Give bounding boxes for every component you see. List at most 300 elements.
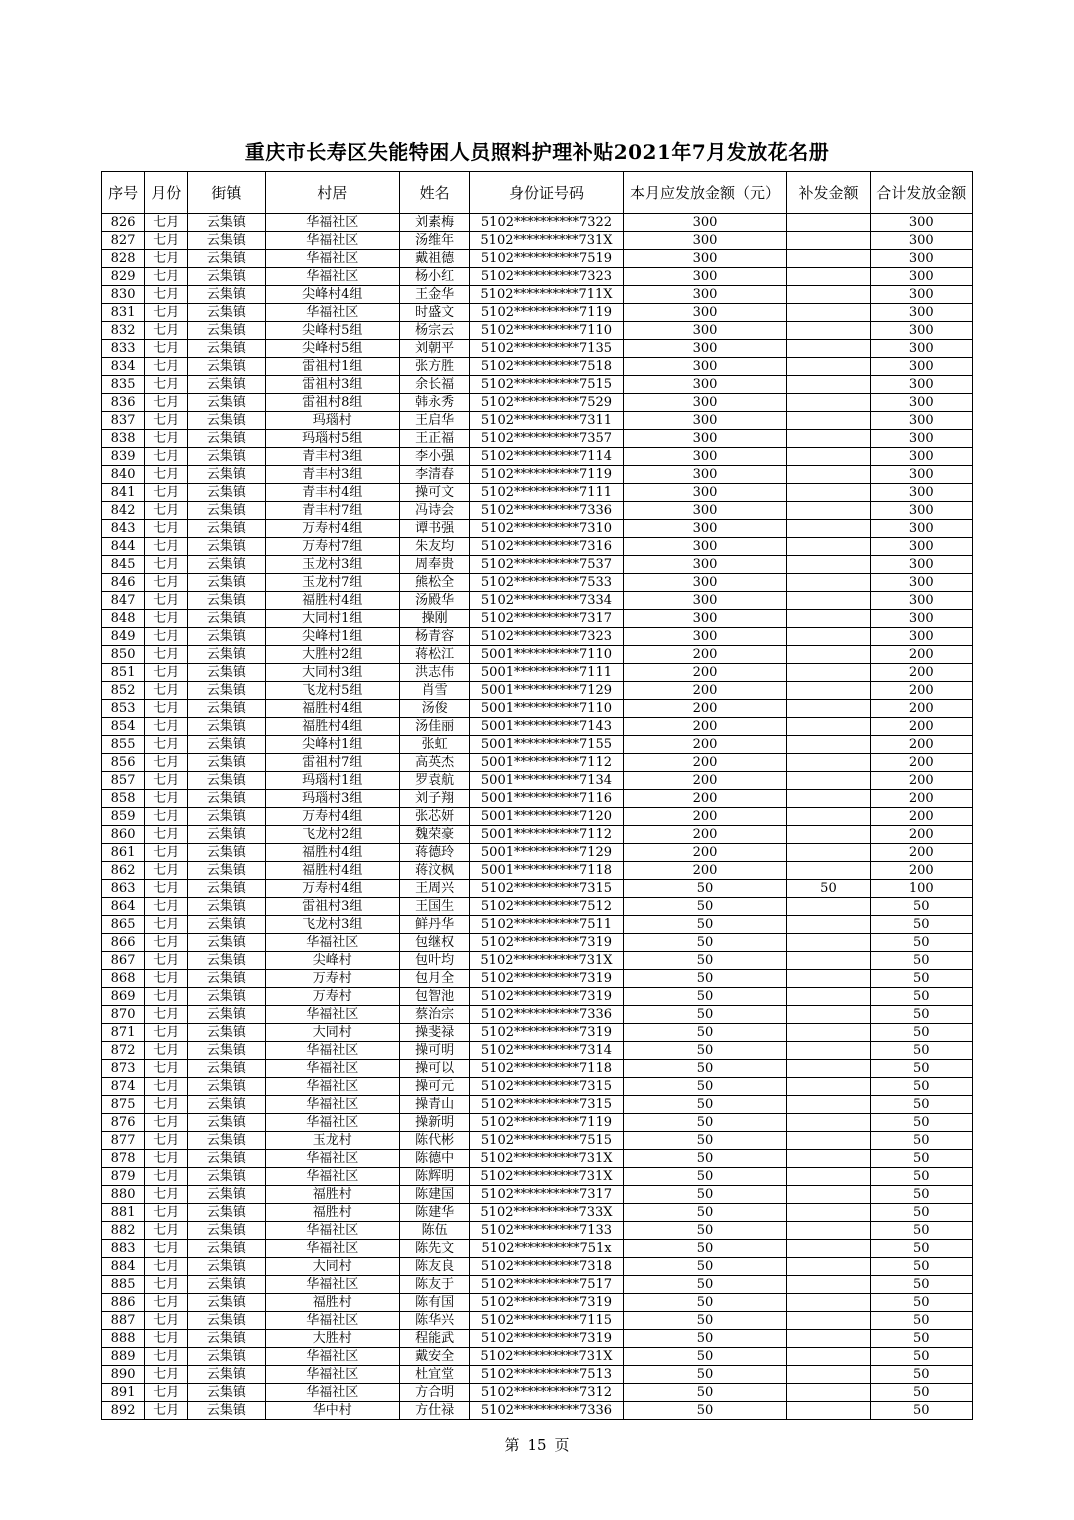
col-header-town: 街镇 [188, 172, 265, 214]
table-row [102, 790, 973, 808]
cell-back-pay [787, 376, 870, 394]
cell-back-pay [787, 1150, 870, 1168]
table-row [102, 628, 973, 646]
cell-town: 云集镇 [188, 484, 265, 502]
cell-index: 851 [102, 664, 145, 682]
cell-town: 云集镇 [188, 682, 265, 700]
cell-name: 蒋汶枫 [400, 862, 470, 880]
cell-month: 七月 [145, 988, 188, 1006]
cell-monthly-amount: 300 [623, 214, 787, 232]
cell-town: 云集镇 [188, 1186, 265, 1204]
cell-id-number: 5102**********7323 [470, 628, 624, 646]
cell-town: 云集镇 [188, 1294, 265, 1312]
cell-back-pay [787, 646, 870, 664]
cell-total-amount: 300 [870, 394, 972, 412]
cell-village: 华福社区 [265, 250, 399, 268]
cell-id-number: 5001**********7129 [470, 682, 624, 700]
cell-month: 七月 [145, 628, 188, 646]
cell-month: 七月 [145, 916, 188, 934]
cell-name: 蒋松江 [400, 646, 470, 664]
cell-month: 七月 [145, 610, 188, 628]
cell-monthly-amount: 200 [623, 862, 787, 880]
col-header-index: 序号 [102, 172, 145, 214]
cell-village: 福胜村 [265, 1294, 399, 1312]
cell-index: 870 [102, 1006, 145, 1024]
cell-index: 882 [102, 1222, 145, 1240]
cell-month: 七月 [145, 1330, 188, 1348]
col-header-monthly-amount: 本月应发放金额（元） [623, 172, 787, 214]
table-row [102, 1348, 973, 1366]
cell-id-number: 5102**********7517 [470, 1276, 624, 1294]
cell-village: 福胜村4组 [265, 700, 399, 718]
cell-town: 云集镇 [188, 1222, 265, 1240]
cell-back-pay [787, 1024, 870, 1042]
cell-town: 云集镇 [188, 1024, 265, 1042]
table-row [102, 1384, 973, 1402]
cell-village: 大同村3组 [265, 664, 399, 682]
cell-village: 华福社区 [265, 268, 399, 286]
cell-total-amount: 50 [870, 1114, 972, 1132]
cell-month: 七月 [145, 1042, 188, 1060]
cell-month: 七月 [145, 664, 188, 682]
cell-index: 877 [102, 1132, 145, 1150]
cell-back-pay [787, 430, 870, 448]
table-row [102, 574, 973, 592]
cell-monthly-amount: 50 [623, 1366, 787, 1384]
cell-index: 855 [102, 736, 145, 754]
cell-monthly-amount: 300 [623, 394, 787, 412]
cell-town: 云集镇 [188, 1006, 265, 1024]
cell-monthly-amount: 200 [623, 790, 787, 808]
cell-town: 云集镇 [188, 916, 265, 934]
cell-id-number: 5102**********7119 [470, 466, 624, 484]
cell-name: 汤维年 [400, 232, 470, 250]
header-row [102, 172, 973, 214]
cell-id-number: 5102**********7537 [470, 556, 624, 574]
cell-id-number: 5001**********7120 [470, 808, 624, 826]
cell-month: 七月 [145, 304, 188, 322]
cell-town: 云集镇 [188, 952, 265, 970]
cell-monthly-amount: 50 [623, 1204, 787, 1222]
cell-id-number: 5102**********7316 [470, 538, 624, 556]
table-row [102, 808, 973, 826]
cell-name: 余长福 [400, 376, 470, 394]
cell-name: 方合明 [400, 1384, 470, 1402]
cell-index: 850 [102, 646, 145, 664]
cell-town: 云集镇 [188, 592, 265, 610]
cell-id-number: 5001**********7155 [470, 736, 624, 754]
table-row [102, 502, 973, 520]
col-header-total-amount: 合计发放金额 [870, 172, 972, 214]
cell-monthly-amount: 50 [623, 1060, 787, 1078]
table-row [102, 448, 973, 466]
cell-total-amount: 300 [870, 268, 972, 286]
cell-village: 华福社区 [265, 1006, 399, 1024]
cell-name: 王正福 [400, 430, 470, 448]
cell-town: 云集镇 [188, 466, 265, 484]
cell-id-number: 5102**********7513 [470, 1366, 624, 1384]
cell-village: 华福社区 [265, 1042, 399, 1060]
table-row [102, 466, 973, 484]
cell-village: 华福社区 [265, 232, 399, 250]
cell-back-pay [787, 1042, 870, 1060]
table-row [102, 1204, 973, 1222]
cell-back-pay [787, 1096, 870, 1114]
cell-village: 福胜村 [265, 1204, 399, 1222]
cell-id-number: 5102**********7114 [470, 448, 624, 466]
cell-monthly-amount: 50 [623, 1294, 787, 1312]
cell-back-pay [787, 1168, 870, 1186]
cell-total-amount: 300 [870, 412, 972, 430]
cell-month: 七月 [145, 736, 188, 754]
cell-monthly-amount: 300 [623, 340, 787, 358]
cell-back-pay [787, 1006, 870, 1024]
cell-total-amount: 50 [870, 1294, 972, 1312]
cell-id-number: 5102**********7334 [470, 592, 624, 610]
cell-village: 华福社区 [265, 1060, 399, 1078]
cell-town: 云集镇 [188, 700, 265, 718]
cell-back-pay [787, 736, 870, 754]
cell-total-amount: 200 [870, 646, 972, 664]
cell-month: 七月 [145, 430, 188, 448]
cell-month: 七月 [145, 844, 188, 862]
cell-total-amount: 300 [870, 250, 972, 268]
cell-village: 飞龙村2组 [265, 826, 399, 844]
cell-id-number: 5102**********751x [470, 1240, 624, 1258]
cell-total-amount: 300 [870, 592, 972, 610]
cell-town: 云集镇 [188, 610, 265, 628]
cell-month: 七月 [145, 1294, 188, 1312]
cell-monthly-amount: 50 [623, 1222, 787, 1240]
cell-id-number: 5102**********711X [470, 286, 624, 304]
cell-back-pay [787, 610, 870, 628]
cell-monthly-amount: 50 [623, 1078, 787, 1096]
cell-month: 七月 [145, 592, 188, 610]
cell-index: 845 [102, 556, 145, 574]
table-row [102, 322, 973, 340]
cell-village: 大同村 [265, 1258, 399, 1276]
cell-town: 云集镇 [188, 322, 265, 340]
cell-total-amount: 50 [870, 1006, 972, 1024]
cell-monthly-amount: 50 [623, 898, 787, 916]
cell-index: 859 [102, 808, 145, 826]
cell-total-amount: 200 [870, 700, 972, 718]
cell-id-number: 5001**********7112 [470, 754, 624, 772]
cell-monthly-amount: 50 [623, 970, 787, 988]
cell-back-pay [787, 916, 870, 934]
cell-index: 832 [102, 322, 145, 340]
cell-monthly-amount: 300 [623, 628, 787, 646]
cell-id-number: 5001**********7143 [470, 718, 624, 736]
cell-name: 操可明 [400, 1042, 470, 1060]
cell-village: 玛瑙村3组 [265, 790, 399, 808]
cell-month: 七月 [145, 556, 188, 574]
cell-total-amount: 300 [870, 484, 972, 502]
cell-monthly-amount: 300 [623, 502, 787, 520]
cell-back-pay [787, 1258, 870, 1276]
cell-month: 七月 [145, 700, 188, 718]
table-row [102, 1402, 973, 1420]
cell-town: 云集镇 [188, 1240, 265, 1258]
table-row [102, 232, 973, 250]
cell-back-pay [787, 556, 870, 574]
page-title: 重庆市长寿区失能特困人员照料护理补贴2021年7月发放花名册 [244, 140, 830, 164]
cell-total-amount: 300 [870, 340, 972, 358]
cell-index: 837 [102, 412, 145, 430]
cell-back-pay [787, 520, 870, 538]
cell-month: 七月 [145, 394, 188, 412]
cell-total-amount: 50 [870, 1186, 972, 1204]
cell-village: 青丰村7组 [265, 502, 399, 520]
cell-name: 鲜丹华 [400, 916, 470, 934]
table-row [102, 700, 973, 718]
cell-monthly-amount: 200 [623, 844, 787, 862]
cell-monthly-amount: 300 [623, 556, 787, 574]
cell-town: 云集镇 [188, 538, 265, 556]
cell-village: 万寿村4组 [265, 880, 399, 898]
cell-village: 华福社区 [265, 1312, 399, 1330]
cell-total-amount: 300 [870, 538, 972, 556]
page-footer [0, 1434, 1074, 1455]
footer-suffix: 页 [554, 1436, 570, 1454]
cell-back-pay [787, 628, 870, 646]
cell-index: 839 [102, 448, 145, 466]
table-row [102, 1294, 973, 1312]
cell-id-number: 5102**********7336 [470, 1402, 624, 1420]
cell-total-amount: 50 [870, 988, 972, 1006]
cell-id-number: 5001**********7134 [470, 772, 624, 790]
cell-name: 陈友良 [400, 1258, 470, 1276]
cell-town: 云集镇 [188, 1276, 265, 1294]
cell-village: 万寿村 [265, 970, 399, 988]
cell-index: 827 [102, 232, 145, 250]
cell-town: 云集镇 [188, 376, 265, 394]
cell-back-pay [787, 1186, 870, 1204]
cell-town: 云集镇 [188, 772, 265, 790]
cell-monthly-amount: 300 [623, 250, 787, 268]
cell-monthly-amount: 300 [623, 520, 787, 538]
cell-name: 包智池 [400, 988, 470, 1006]
cell-monthly-amount: 200 [623, 772, 787, 790]
cell-id-number: 5102**********7115 [470, 1312, 624, 1330]
table-row [102, 664, 973, 682]
cell-town: 云集镇 [188, 430, 265, 448]
cell-total-amount: 50 [870, 1150, 972, 1168]
cell-town: 云集镇 [188, 574, 265, 592]
cell-total-amount: 50 [870, 1312, 972, 1330]
cell-total-amount: 50 [870, 952, 972, 970]
cell-name: 包叶均 [400, 952, 470, 970]
col-header-name: 姓名 [400, 172, 470, 214]
cell-town: 云集镇 [188, 1060, 265, 1078]
cell-village: 青丰村3组 [265, 448, 399, 466]
cell-id-number: 5102**********7318 [470, 1258, 624, 1276]
cell-index: 868 [102, 970, 145, 988]
table-row [102, 1330, 973, 1348]
cell-total-amount: 100 [870, 880, 972, 898]
cell-month: 七月 [145, 808, 188, 826]
cell-town: 云集镇 [188, 394, 265, 412]
cell-name: 陈建华 [400, 1204, 470, 1222]
cell-month: 七月 [145, 682, 188, 700]
cell-id-number: 5102**********7322 [470, 214, 624, 232]
cell-back-pay [787, 718, 870, 736]
cell-village: 华福社区 [265, 934, 399, 952]
cell-month: 七月 [145, 862, 188, 880]
cell-index: 871 [102, 1024, 145, 1042]
cell-index: 841 [102, 484, 145, 502]
cell-index: 828 [102, 250, 145, 268]
table-row [102, 250, 973, 268]
table-row [102, 862, 973, 880]
cell-index: 846 [102, 574, 145, 592]
cell-total-amount: 300 [870, 358, 972, 376]
table-row [102, 592, 973, 610]
cell-id-number: 5001**********7129 [470, 844, 624, 862]
cell-total-amount: 300 [870, 448, 972, 466]
cell-id-number: 5102**********7323 [470, 268, 624, 286]
cell-name: 陈先文 [400, 1240, 470, 1258]
cell-name: 周奉贵 [400, 556, 470, 574]
cell-total-amount: 300 [870, 520, 972, 538]
cell-monthly-amount: 300 [623, 358, 787, 376]
cell-name: 韩永秀 [400, 394, 470, 412]
cell-town: 云集镇 [188, 844, 265, 862]
cell-village: 尖峰村 [265, 952, 399, 970]
cell-name: 王启华 [400, 412, 470, 430]
cell-back-pay [787, 412, 870, 430]
cell-back-pay [787, 214, 870, 232]
footer-prefix: 第 [504, 1436, 520, 1454]
cell-town: 云集镇 [188, 1258, 265, 1276]
cell-monthly-amount: 300 [623, 286, 787, 304]
cell-name: 操斐禄 [400, 1024, 470, 1042]
cell-name: 李清春 [400, 466, 470, 484]
cell-back-pay [787, 340, 870, 358]
cell-monthly-amount: 50 [623, 1258, 787, 1276]
cell-back-pay [787, 952, 870, 970]
cell-index: 874 [102, 1078, 145, 1096]
cell-index: 873 [102, 1060, 145, 1078]
cell-month: 七月 [145, 1168, 188, 1186]
table-row [102, 214, 973, 232]
table-row [102, 718, 973, 736]
cell-name: 刘素梅 [400, 214, 470, 232]
cell-total-amount: 300 [870, 214, 972, 232]
cell-name: 操刚 [400, 610, 470, 628]
cell-back-pay [787, 484, 870, 502]
cell-index: 892 [102, 1402, 145, 1420]
cell-total-amount: 50 [870, 1168, 972, 1186]
cell-name: 陈建国 [400, 1186, 470, 1204]
cell-name: 魏荣豪 [400, 826, 470, 844]
cell-month: 七月 [145, 484, 188, 502]
cell-back-pay [787, 790, 870, 808]
cell-town: 云集镇 [188, 232, 265, 250]
cell-town: 云集镇 [188, 1330, 265, 1348]
cell-monthly-amount: 50 [623, 1240, 787, 1258]
cell-total-amount: 50 [870, 1024, 972, 1042]
cell-total-amount: 50 [870, 1330, 972, 1348]
cell-index: 829 [102, 268, 145, 286]
cell-month: 七月 [145, 502, 188, 520]
cell-id-number: 5102**********7319 [470, 970, 624, 988]
cell-town: 云集镇 [188, 250, 265, 268]
cell-name: 朱友均 [400, 538, 470, 556]
cell-monthly-amount: 50 [623, 934, 787, 952]
table-row [102, 1240, 973, 1258]
cell-back-pay [787, 754, 870, 772]
cell-index: 826 [102, 214, 145, 232]
cell-monthly-amount: 50 [623, 1312, 787, 1330]
cell-total-amount: 300 [870, 628, 972, 646]
cell-back-pay [787, 1330, 870, 1348]
cell-town: 云集镇 [188, 1150, 265, 1168]
cell-month: 七月 [145, 1096, 188, 1114]
cell-month: 七月 [145, 448, 188, 466]
cell-name: 操可以 [400, 1060, 470, 1078]
cell-index: 862 [102, 862, 145, 880]
cell-monthly-amount: 50 [623, 1150, 787, 1168]
table-row [102, 754, 973, 772]
cell-id-number: 5102**********7512 [470, 898, 624, 916]
cell-back-pay [787, 538, 870, 556]
table-row [102, 484, 973, 502]
cell-index: 831 [102, 304, 145, 322]
cell-monthly-amount: 200 [623, 700, 787, 718]
table-row [102, 340, 973, 358]
cell-month: 七月 [145, 1348, 188, 1366]
cell-village: 飞龙村3组 [265, 916, 399, 934]
cell-back-pay [787, 898, 870, 916]
table-row [102, 610, 973, 628]
cell-total-amount: 200 [870, 664, 972, 682]
cell-index: 879 [102, 1168, 145, 1186]
cell-town: 云集镇 [188, 358, 265, 376]
table-row [102, 412, 973, 430]
cell-name: 王周兴 [400, 880, 470, 898]
cell-id-number: 5102**********7319 [470, 1294, 624, 1312]
table-row [102, 1150, 973, 1168]
cell-back-pay [787, 466, 870, 484]
col-header-month: 月份 [145, 172, 188, 214]
cell-town: 云集镇 [188, 268, 265, 286]
cell-back-pay [787, 682, 870, 700]
cell-month: 七月 [145, 772, 188, 790]
cell-month: 七月 [145, 1006, 188, 1024]
cell-town: 云集镇 [188, 1348, 265, 1366]
cell-month: 七月 [145, 1132, 188, 1150]
cell-total-amount: 300 [870, 574, 972, 592]
cell-monthly-amount: 300 [623, 466, 787, 484]
cell-total-amount: 300 [870, 304, 972, 322]
cell-total-amount: 50 [870, 1402, 972, 1420]
cell-town: 云集镇 [188, 1042, 265, 1060]
cell-month: 七月 [145, 286, 188, 304]
cell-town: 云集镇 [188, 862, 265, 880]
cell-month: 七月 [145, 1150, 188, 1168]
cell-town: 云集镇 [188, 898, 265, 916]
cell-name: 陈华兴 [400, 1312, 470, 1330]
cell-village: 尖峰村5组 [265, 322, 399, 340]
cell-monthly-amount: 200 [623, 646, 787, 664]
table-row [102, 1096, 973, 1114]
cell-village: 华福社区 [265, 214, 399, 232]
cell-monthly-amount: 300 [623, 610, 787, 628]
cell-index: 858 [102, 790, 145, 808]
cell-total-amount: 50 [870, 934, 972, 952]
cell-name: 程能武 [400, 1330, 470, 1348]
